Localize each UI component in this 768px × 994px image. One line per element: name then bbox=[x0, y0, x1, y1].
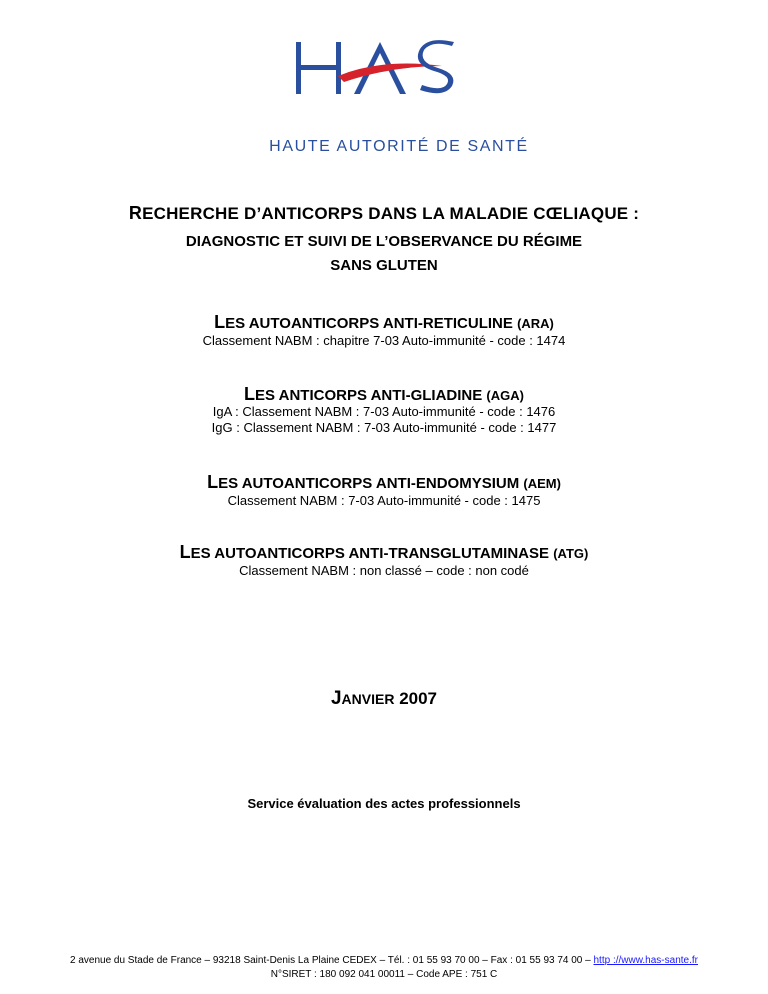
footer-siret: N°SIRET : 180 092 041 00011 – Code APE : 751 C bbox=[270, 969, 498, 980]
section-heading-aga bbox=[0, 384, 768, 405]
publication-date bbox=[0, 688, 768, 710]
section-abbr: (AEM) bbox=[523, 476, 561, 491]
document-title-line-1 bbox=[0, 203, 768, 224]
section-heading-text: ES ANTICORPS ANTI-GLIADINE bbox=[255, 387, 483, 404]
section-heading-text: ES AUTOANTICORPS ANTI-TRANSGLUTAMINASE bbox=[190, 545, 550, 562]
section-meta-line: Classement NABM : non classé – code : non codé bbox=[239, 563, 529, 578]
section-abbr: (ARA) bbox=[517, 316, 554, 331]
footer-address bbox=[0, 955, 768, 966]
title-line-1-text: ECHERCHE D’ANTICORPS DANS LA MALADIE CŒLIAQUE : bbox=[142, 204, 640, 223]
document-title-line-3: SANS GLUTEN bbox=[330, 257, 438, 274]
date-initial: J bbox=[330, 688, 342, 709]
section-meta-line: IgA : Classement NABM : 7-03 Auto-immunité - code : 1476 bbox=[212, 404, 556, 419]
section-heading-aem bbox=[0, 472, 768, 493]
website-link[interactable]: http ://www.has-sante.fr bbox=[593, 955, 698, 966]
section-heading-atg bbox=[0, 542, 768, 563]
section-heading-text: ES AUTOANTICORPS ANTI-ENDOMYSIUM bbox=[218, 475, 520, 492]
section-meta-line: IgG : Classement NABM : 7-03 Auto-immunité - code : 1477 bbox=[211, 420, 557, 435]
footer-address-text: 2 avenue du Stade de France – 93218 Saint-Denis La Plaine CEDEX – Tél. : 01 55 93 70 00 – Fax : 01 55 93 74 00 – bbox=[69, 955, 591, 966]
section-initial: L bbox=[244, 384, 256, 404]
section-heading-text: ES AUTOANTICORPS ANTI-RETICULINE bbox=[225, 315, 513, 332]
section-initial: L bbox=[214, 312, 226, 332]
section-abbr: (ATG) bbox=[553, 546, 589, 561]
section-abbr: (AGA) bbox=[486, 388, 524, 403]
service-name: Service évaluation des actes professionnels bbox=[247, 796, 521, 811]
has-logo-mark bbox=[292, 36, 476, 100]
section-meta-line: Classement NABM : chapitre 7-03 Auto-immunité - code : 1474 bbox=[202, 333, 566, 348]
title-initial: R bbox=[128, 203, 143, 223]
section-meta-line: Classement NABM : 7-03 Auto-immunité - code : 1475 bbox=[227, 493, 541, 508]
document-title-line-2: DIAGNOSTIC ET SUIVI DE L’OBSERVANCE DU RÉGIME bbox=[185, 233, 583, 250]
section-initial: L bbox=[207, 472, 219, 492]
section-initial: L bbox=[179, 542, 191, 562]
logo-subtitle: HAUTE AUTORITÉ DE SANTÉ bbox=[269, 138, 529, 155]
section-heading-ara bbox=[0, 312, 768, 333]
has-logo bbox=[0, 30, 768, 155]
date-month: ANVIER bbox=[341, 691, 395, 707]
date-year: 2007 bbox=[399, 689, 438, 708]
